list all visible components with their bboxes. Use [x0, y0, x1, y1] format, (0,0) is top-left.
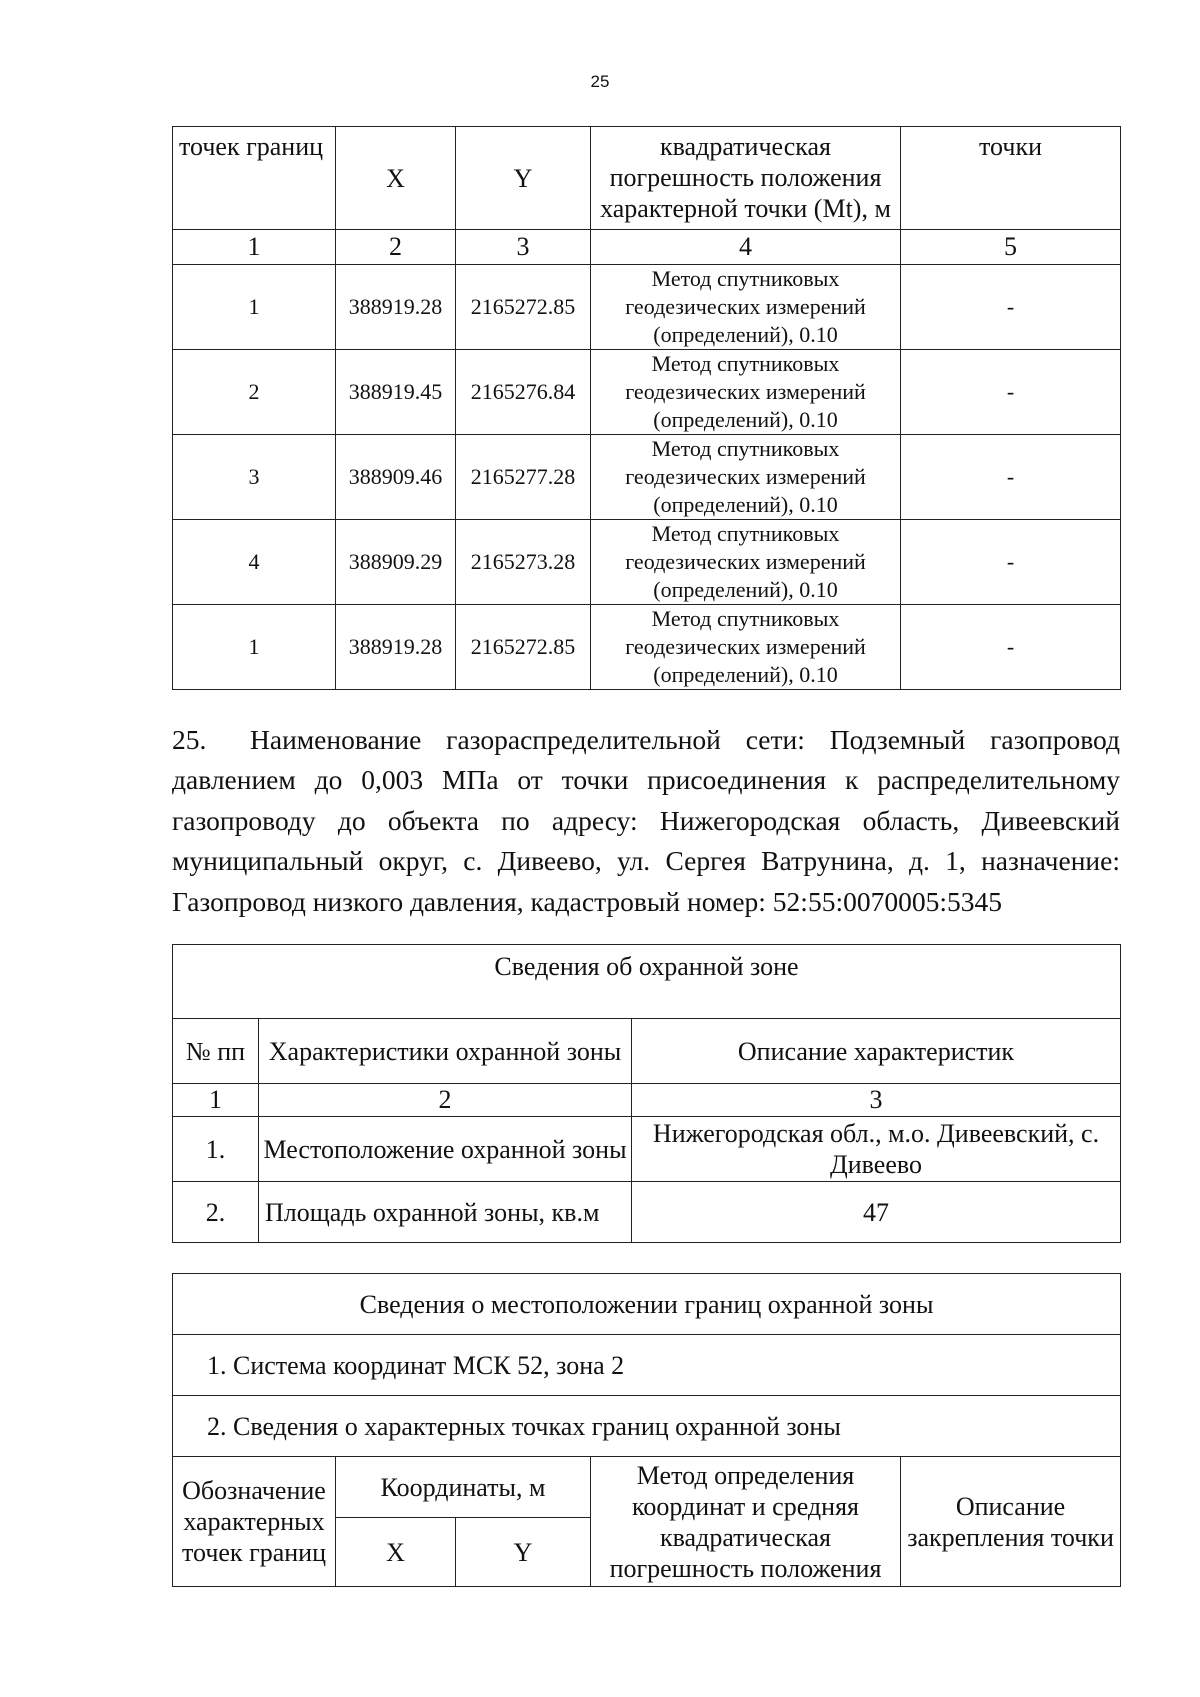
coordinate-system: 1. Система координат МСК 52, зона 2 — [173, 1335, 1121, 1396]
characteristic: Местоположение охранной зоны — [259, 1117, 632, 1182]
header-x: X — [336, 127, 456, 230]
header-description: Описание характеристик — [632, 1019, 1121, 1084]
point-number: 1 — [173, 265, 336, 350]
method-cell — [591, 520, 901, 605]
coord-x: 388909.29 — [336, 520, 456, 605]
row-number: 2. — [173, 1182, 259, 1243]
coord-y: 2165276.84 — [456, 350, 591, 435]
table-header-row — [173, 127, 1121, 230]
protection-zone-info-table — [172, 944, 1121, 1243]
header-fixing: точки — [901, 127, 1121, 230]
gas-network-paragraph — [172, 720, 1120, 922]
paragraph-number: 25. — [172, 724, 207, 755]
column-number: 1 — [173, 230, 336, 265]
table-title: Сведения об охранной зоне — [173, 945, 1121, 1019]
method-line: Метод спутниковых — [651, 351, 840, 376]
coord-x: 388919.45 — [336, 350, 456, 435]
method-line: геодезических измерений — [625, 379, 866, 404]
coord-y: 2165277.28 — [456, 435, 591, 520]
header-method: Метод определения координат и средняя квадратическая погрешность положения — [591, 1457, 901, 1587]
points-title-row — [173, 1396, 1121, 1457]
method-line: геодезических измерений — [625, 464, 866, 489]
header-y: Y — [456, 127, 591, 230]
column-number: 2 — [259, 1084, 632, 1117]
description: Нижегородская обл., м.о. Дивеевский, с. Дивеево — [632, 1117, 1121, 1182]
point-number: 1 — [173, 605, 336, 690]
fixing-description: - — [901, 605, 1121, 690]
header-fixing: Описание закрепления точки — [901, 1457, 1121, 1587]
table-row — [173, 1117, 1121, 1182]
method-line: (определений), 0.10 — [653, 322, 838, 347]
column-number: 3 — [632, 1084, 1121, 1117]
column-numbers-row — [173, 1084, 1121, 1117]
characteristic: Площадь охранной зоны, кв.м — [259, 1182, 632, 1243]
column-numbers-row — [173, 230, 1121, 265]
table-title: Сведения о местоположении границ охранной зоны — [173, 1274, 1121, 1335]
column-number: 1 — [173, 1084, 259, 1117]
header-characteristics: Характеристики охранной зоны — [259, 1019, 632, 1084]
table-row — [173, 435, 1121, 520]
method-line: геодезических измерений — [625, 294, 866, 319]
method-cell — [591, 265, 901, 350]
table-row — [173, 520, 1121, 605]
table-row — [173, 605, 1121, 690]
method-cell — [591, 435, 901, 520]
header-y: Y — [456, 1518, 591, 1587]
fixing-description: - — [901, 435, 1121, 520]
points-section-title: 2. Сведения о характерных точках границ охранной зоны — [173, 1396, 1121, 1457]
coord-y: 2165273.28 — [456, 520, 591, 605]
method-cell — [591, 350, 901, 435]
boundary-points-table-continued — [172, 126, 1121, 690]
coordinate-system-row — [173, 1335, 1121, 1396]
coord-x: 388919.28 — [336, 265, 456, 350]
point-number: 3 — [173, 435, 336, 520]
coord-y: 2165272.85 — [456, 605, 591, 690]
header-number: № пп — [173, 1019, 259, 1084]
method-line: (определений), 0.10 — [653, 662, 838, 687]
header-designation: Обозначение характерных точек границ — [173, 1457, 336, 1587]
point-number: 2 — [173, 350, 336, 435]
fixing-description: - — [901, 265, 1121, 350]
coord-y: 2165272.85 — [456, 265, 591, 350]
column-number: 5 — [901, 230, 1121, 265]
table-header-row — [173, 1457, 1121, 1518]
method-line: (определений), 0.10 — [653, 407, 838, 432]
table-row — [173, 350, 1121, 435]
coord-x: 388919.28 — [336, 605, 456, 690]
row-number: 1. — [173, 1117, 259, 1182]
zone-boundaries-table — [172, 1273, 1121, 1587]
header-x: X — [336, 1518, 456, 1587]
table-header-row — [173, 1019, 1121, 1084]
method-line: Метод спутниковых — [651, 266, 840, 291]
coord-x: 388909.46 — [336, 435, 456, 520]
method-line: Метод спутниковых — [651, 521, 840, 546]
paragraph-text: Наименование газораспределительной сети: Подземный газопровод давлением до 0,003 МПа от точки присоединения к распределительному газопроводу до объекта по адресу: Нижегородская область, Дивеевский муниципальный округ, с. Дивеево, ул. Сергея Ватрунина, д. 1, назначение: Газопровод низкого давления, кадастровый номер: 52:55:0070005:5345 — [172, 724, 1120, 917]
point-number: 4 — [173, 520, 336, 605]
header-method: квадратическая погрешность положения характерной точки (Mt), м — [591, 127, 901, 230]
column-number: 3 — [456, 230, 591, 265]
method-line: геодезических измерений — [625, 549, 866, 574]
description: 47 — [632, 1182, 1121, 1243]
table-title-row — [173, 1274, 1121, 1335]
page-number: 25 — [590, 72, 610, 91]
method-cell — [591, 605, 901, 690]
method-line: (определений), 0.10 — [653, 577, 838, 602]
column-number: 4 — [591, 230, 901, 265]
method-line: Метод спутниковых — [651, 606, 840, 631]
fixing-description: - — [901, 520, 1121, 605]
column-number: 2 — [336, 230, 456, 265]
header-coordinates: Координаты, м — [336, 1457, 591, 1518]
table-row — [173, 1182, 1121, 1243]
table-title-row — [173, 945, 1121, 1019]
method-line: геодезических измерений — [625, 634, 866, 659]
fixing-description: - — [901, 350, 1121, 435]
method-line: (определений), 0.10 — [653, 492, 838, 517]
method-line: Метод спутниковых — [651, 436, 840, 461]
header-points: точек границ — [173, 127, 336, 230]
table-row — [173, 265, 1121, 350]
